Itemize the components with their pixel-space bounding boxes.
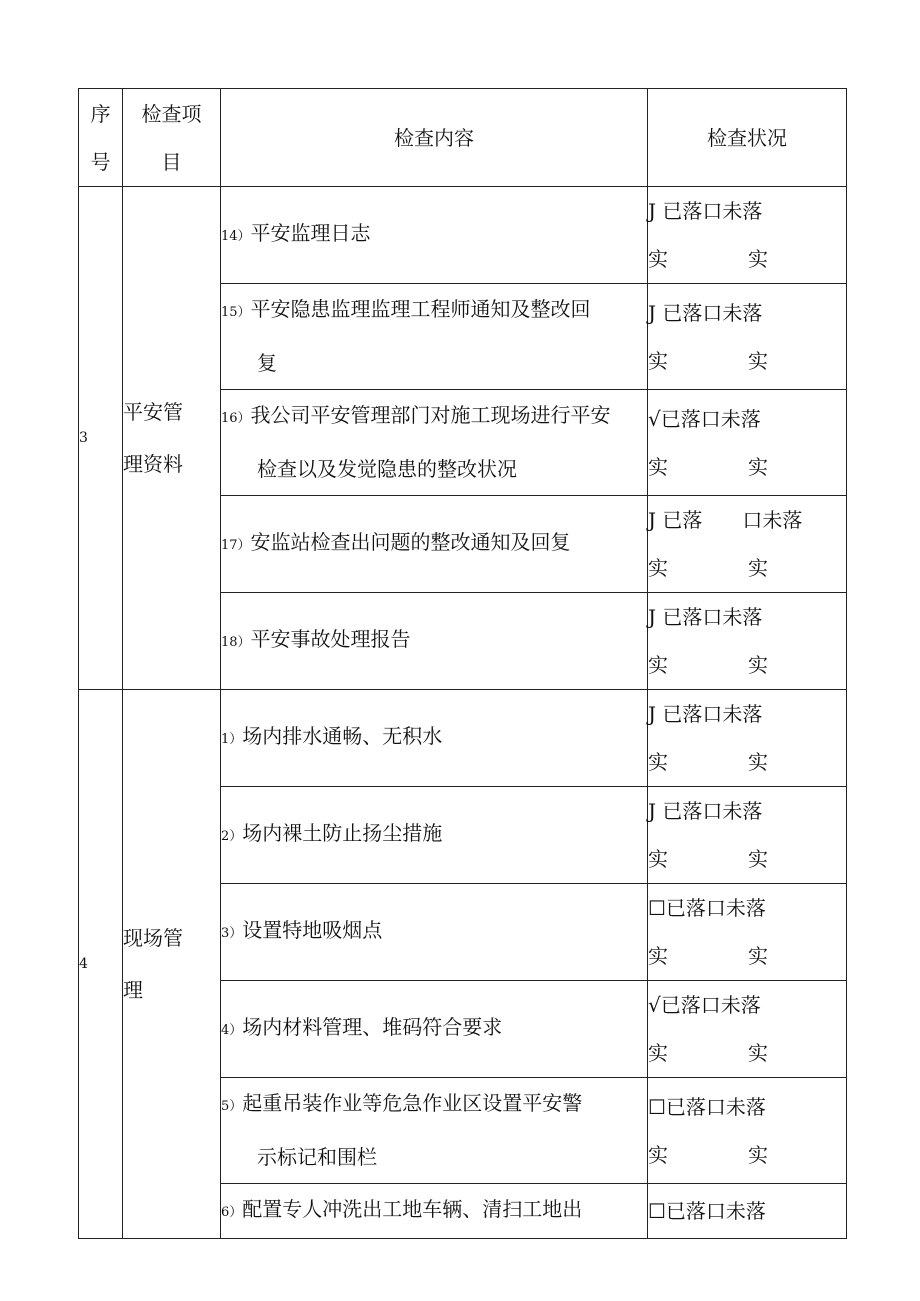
- status-suffix-1: 实: [648, 1142, 668, 1167]
- item-number: 16）: [221, 411, 251, 426]
- item-text: 场内排水通畅、无积水: [242, 724, 443, 748]
- item-text: 我公司平安管理部门对施工现场进行平安: [250, 403, 611, 427]
- item-text: 场内材料管理、堆码符合要求: [242, 1015, 503, 1039]
- header-seq-line1: 序: [90, 101, 111, 126]
- status-cell: [648, 981, 847, 1078]
- item-text: 平安监理日志: [250, 221, 371, 245]
- status-suffix-1: 实: [648, 750, 668, 774]
- item-cell: [221, 787, 648, 884]
- status-suffix: [648, 932, 768, 980]
- status-suffix-2: 实: [748, 348, 768, 373]
- status-cell: [648, 593, 847, 690]
- item-cell: [221, 1078, 648, 1184]
- item-text: 场内裸土防止扬尘措施: [242, 821, 443, 845]
- status-options: ☐已落口未落: [648, 1094, 766, 1119]
- status-suffix: [648, 1131, 768, 1179]
- status-suffix-2: 实: [748, 847, 768, 871]
- item-text: 配置专人冲洗出工地车辆、清扫工地出: [242, 1197, 583, 1221]
- item-number: 15）: [221, 305, 251, 320]
- header-category-line1: 检查项: [141, 101, 202, 126]
- item-text: 安监站检查出问题的整改通知及回复: [250, 530, 571, 554]
- status-options: ☐已落口未落: [648, 896, 766, 920]
- status-suffix-1: 实: [648, 1041, 668, 1065]
- category-cell: [123, 187, 221, 690]
- table-row: [79, 690, 847, 787]
- item-text: 平安事故处理报告: [250, 627, 411, 651]
- header-content: 检查内容: [221, 89, 648, 187]
- category-line: 平安管: [123, 400, 183, 424]
- item-cell: [221, 390, 648, 496]
- item-cell: [221, 884, 648, 981]
- status-options: J 已落口未落: [648, 702, 763, 726]
- item-number: 5）: [221, 1099, 243, 1114]
- status-suffix-1: 实: [648, 556, 668, 580]
- status-options: J 已落口未落: [648, 605, 763, 629]
- status-cell: [648, 884, 847, 981]
- item-text-continued: 示标记和围栏: [257, 1145, 377, 1169]
- header-status: 检查状况: [648, 89, 847, 187]
- status-cell: [648, 1078, 847, 1184]
- item-text-continued: 检查以及发觉隐患的整改状况: [257, 457, 517, 481]
- status-suffix-1: 实: [648, 348, 668, 373]
- status-suffix-1: 实: [648, 653, 668, 677]
- item-cell: [221, 1184, 648, 1239]
- item-number: 17）: [221, 538, 251, 553]
- status-options: ☐已落口未落: [648, 1199, 766, 1223]
- status-cell: [648, 496, 847, 593]
- status-suffix-1: 实: [648, 454, 668, 479]
- category-line: 理资料: [123, 452, 183, 476]
- item-number: 6）: [221, 1205, 243, 1220]
- item-cell: [221, 496, 648, 593]
- header-row: [79, 89, 847, 187]
- status-suffix: [648, 235, 768, 283]
- status-options: J 已落口未落: [648, 300, 763, 325]
- status-suffix: [648, 641, 768, 689]
- status-suffix: [648, 1029, 768, 1077]
- status-suffix-2: 实: [748, 1041, 768, 1065]
- item-text-continued: 复: [257, 351, 277, 375]
- status-suffix-2: 实: [748, 750, 768, 774]
- status-suffix-2: 实: [748, 454, 768, 479]
- header-seq-line2: 号: [90, 149, 111, 174]
- status-suffix-2: 实: [748, 653, 768, 677]
- status-suffix-2: 实: [748, 556, 768, 580]
- status-suffix: [648, 337, 768, 385]
- category-line: 现场管: [123, 926, 183, 950]
- item-cell: [221, 690, 648, 787]
- status-options: J 已落口未落: [648, 799, 763, 823]
- status-cell: [648, 187, 847, 284]
- status-cell: [648, 390, 847, 496]
- category-line: 理: [123, 978, 143, 1002]
- status-cell: [648, 1184, 847, 1239]
- status-suffix-2: 实: [748, 944, 768, 968]
- status-suffix: [648, 544, 768, 592]
- inspection-table: [78, 88, 847, 1239]
- item-number: 3）: [221, 926, 243, 941]
- item-text: 起重吊装作业等危急作业区设置平安警: [242, 1091, 583, 1115]
- status-suffix: [648, 835, 768, 883]
- table-row: [79, 187, 847, 284]
- item-text: 平安隐患监理监理工程师通知及整改回: [250, 297, 591, 321]
- header-category-line2: 目: [161, 149, 182, 174]
- status-suffix-1: 实: [648, 247, 668, 271]
- status-suffix-2: 实: [748, 247, 768, 271]
- status-suffix-1: 实: [648, 944, 668, 968]
- table-body: [79, 187, 847, 1239]
- status-suffix: [648, 443, 768, 491]
- status-options: J 已落口未落: [648, 199, 763, 223]
- status-cell: [648, 787, 847, 884]
- status-suffix-2: 实: [748, 1142, 768, 1167]
- seq-cell: 3: [79, 187, 123, 690]
- header-seq: [79, 89, 123, 187]
- item-number: 1）: [221, 732, 243, 747]
- item-number: 18）: [221, 635, 251, 650]
- status-options: √已落口未落: [648, 993, 761, 1017]
- item-number: 14）: [221, 229, 251, 244]
- item-cell: [221, 981, 648, 1078]
- item-cell: [221, 284, 648, 390]
- item-cell: [221, 593, 648, 690]
- status-cell: [648, 690, 847, 787]
- status-options: J 已落 口未落: [648, 508, 803, 532]
- status-options: √已落口未落: [648, 406, 761, 431]
- item-cell: [221, 187, 648, 284]
- item-number: 4）: [221, 1023, 243, 1038]
- item-number: 2）: [221, 829, 243, 844]
- seq-cell: 4: [79, 690, 123, 1239]
- item-text: 设置特地吸烟点: [242, 918, 383, 942]
- header-category: [123, 89, 221, 187]
- status-suffix: [648, 738, 768, 786]
- category-cell: [123, 690, 221, 1239]
- status-suffix-1: 实: [648, 847, 668, 871]
- status-cell: [648, 284, 847, 390]
